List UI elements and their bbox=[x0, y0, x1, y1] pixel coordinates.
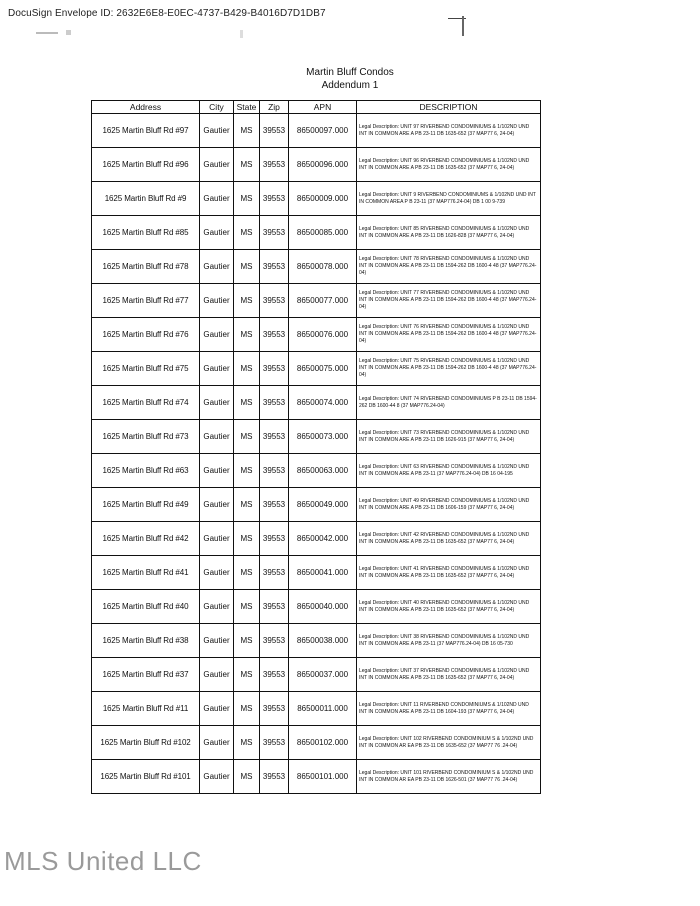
document-title: Martin Bluff Condos bbox=[306, 67, 394, 78]
table-row bbox=[92, 624, 541, 658]
cell-state: MS bbox=[234, 488, 260, 522]
cell-apn: 86500042.000 bbox=[289, 522, 357, 556]
cell-state: MS bbox=[234, 318, 260, 352]
table-row bbox=[92, 556, 541, 590]
cell-zip: 39553 bbox=[260, 488, 289, 522]
envelope-id: DocuSign Envelope ID: 2632E6E8-E0EC-4737-B429-B4016D7D1DB7 bbox=[8, 8, 326, 19]
cell-zip: 39553 bbox=[260, 726, 289, 760]
cell-city: Gautier bbox=[200, 760, 234, 794]
cell-apn: 86500049.000 bbox=[289, 488, 357, 522]
cell-address: 1625 Martin Bluff Rd #38 bbox=[92, 624, 200, 658]
cell-description: Legal Description: UNIT 77 RIVERBEND CONDOMINIUMS & 1/102ND UND INT IN COMMON ARE A PB 23-11 DB 1594-262 DB 1600-4 48 (37 MAP776.24-04) bbox=[357, 284, 541, 318]
cell-zip: 39553 bbox=[260, 216, 289, 250]
cell-description: Legal Description: UNIT 78 RIVERBEND CONDOMINIUMS & 1/102ND UND INT IN COMMON ARE A PB 23-11 DB 1594-262 DB 1600-4 48 (37 MAP776.24-04) bbox=[357, 250, 541, 284]
scan-artifact bbox=[462, 16, 464, 36]
cell-description: Legal Description: UNIT 96 RIVERBEND CONDOMINIUMS & 1/102ND UND INT IN COMMON ARE A PB 23-11 DB 1635-652 (37 MAP77 6, 24-04) bbox=[357, 148, 541, 182]
cell-apn: 86500078.000 bbox=[289, 250, 357, 284]
cell-apn: 86500096.000 bbox=[289, 148, 357, 182]
cell-address: 1625 Martin Bluff Rd #37 bbox=[92, 658, 200, 692]
cell-description: Legal Description: UNIT 37 RIVERBEND CONDOMINIUMS & 1/102ND UND INT IN COMMON ARE A PB 23-11 DB 1635-652 (37 MAP77 6, 24-04) bbox=[357, 658, 541, 692]
cell-address: 1625 Martin Bluff Rd #40 bbox=[92, 590, 200, 624]
cell-description: Legal Description: UNIT 73 RIVERBEND CONDOMINIUMS & 1/102ND UND INT IN COMMON ARE A PB 23-11 DB 1626-915 (37 MAP77 6, 24-04) bbox=[357, 420, 541, 454]
cell-description: Legal Description: UNIT 97 RIVERBEND CONDOMINIUMS & 1/102ND UND INT IN COMMON ARE A PB 23-11 DB 1635-652 (37 MAP77 6, 24-04) bbox=[357, 114, 541, 148]
cell-description: Legal Description: UNIT 49 RIVERBEND CONDOMINIUMS & 1/102ND UND INT IN COMMON ARE A PB 23-11 DB 1606-159 (37 MAP77 6, 24-04) bbox=[357, 488, 541, 522]
document-header bbox=[0, 66, 700, 92]
cell-zip: 39553 bbox=[260, 454, 289, 488]
cell-state: MS bbox=[234, 250, 260, 284]
cell-state: MS bbox=[234, 420, 260, 454]
cell-state: MS bbox=[234, 726, 260, 760]
table-row bbox=[92, 148, 541, 182]
cell-address: 1625 Martin Bluff Rd #11 bbox=[92, 692, 200, 726]
table-row bbox=[92, 488, 541, 522]
column-header-city: City bbox=[200, 101, 234, 114]
table-row bbox=[92, 250, 541, 284]
cell-apn: 86500041.000 bbox=[289, 556, 357, 590]
table-row bbox=[92, 726, 541, 760]
cell-address: 1625 Martin Bluff Rd #102 bbox=[92, 726, 200, 760]
table-row bbox=[92, 386, 541, 420]
cell-city: Gautier bbox=[200, 318, 234, 352]
cell-city: Gautier bbox=[200, 556, 234, 590]
cell-state: MS bbox=[234, 658, 260, 692]
table-row bbox=[92, 216, 541, 250]
table-row bbox=[92, 284, 541, 318]
cell-zip: 39553 bbox=[260, 420, 289, 454]
cell-apn: 86500009.000 bbox=[289, 182, 357, 216]
cell-apn: 86500097.000 bbox=[289, 114, 357, 148]
cell-state: MS bbox=[234, 216, 260, 250]
cell-description: Legal Description: UNIT 38 RIVERBEND CONDOMINIUMS & 1/102ND UND INT IN COMMON ARE A PB 23-11 (37 MAP776.24-04) DB 16 05-730 bbox=[357, 624, 541, 658]
cell-apn: 86500076.000 bbox=[289, 318, 357, 352]
cell-zip: 39553 bbox=[260, 590, 289, 624]
cell-zip: 39553 bbox=[260, 624, 289, 658]
cell-zip: 39553 bbox=[260, 692, 289, 726]
scan-artifact bbox=[36, 32, 58, 34]
cell-apn: 86500102.000 bbox=[289, 726, 357, 760]
cell-address: 1625 Martin Bluff Rd #76 bbox=[92, 318, 200, 352]
cell-address: 1625 Martin Bluff Rd #73 bbox=[92, 420, 200, 454]
cell-zip: 39553 bbox=[260, 522, 289, 556]
cell-state: MS bbox=[234, 352, 260, 386]
column-header-address: Address bbox=[92, 101, 200, 114]
cell-zip: 39553 bbox=[260, 386, 289, 420]
cell-description: Legal Description: UNIT 11 RIVERBEND CONDOMINIUMS & 1/102ND UND INT IN COMMON ARE A PB 23-11 DB 1604-193 (37 MAP77 6, 24-04) bbox=[357, 692, 541, 726]
table-row bbox=[92, 590, 541, 624]
cell-city: Gautier bbox=[200, 250, 234, 284]
cell-apn: 86500085.000 bbox=[289, 216, 357, 250]
cell-state: MS bbox=[234, 454, 260, 488]
cell-city: Gautier bbox=[200, 182, 234, 216]
cell-description: Legal Description: UNIT 63 RIVERBEND CONDOMINIUMS & 1/102ND UND INT IN COMMON ARE A PB 23-11 (37 MAP776.24-04) DB 16 04-195 bbox=[357, 454, 541, 488]
cell-apn: 86500077.000 bbox=[289, 284, 357, 318]
cell-city: Gautier bbox=[200, 386, 234, 420]
cell-zip: 39553 bbox=[260, 658, 289, 692]
cell-city: Gautier bbox=[200, 522, 234, 556]
cell-state: MS bbox=[234, 590, 260, 624]
table-body bbox=[92, 114, 541, 794]
cell-apn: 86500101.000 bbox=[289, 760, 357, 794]
cell-description: Legal Description: UNIT 85 RIVERBEND CONDOMINIUMS & 1/102ND UND INT IN COMMON ARE A PB 23-11 DB 1626-828 (37 MAP77 6, 24-04) bbox=[357, 216, 541, 250]
cell-city: Gautier bbox=[200, 148, 234, 182]
document-subtitle: Addendum 1 bbox=[321, 80, 379, 91]
table-row bbox=[92, 318, 541, 352]
cell-address: 1625 Martin Bluff Rd #75 bbox=[92, 352, 200, 386]
cell-zip: 39553 bbox=[260, 148, 289, 182]
cell-state: MS bbox=[234, 692, 260, 726]
cell-description: Legal Description: UNIT 76 RIVERBEND CONDOMINIUMS & 1/102ND UND INT IN COMMON ARE A PB 23-11 DB 1594-262 DB 1600-4 48 (37 MAP776.24-04) bbox=[357, 318, 541, 352]
cell-state: MS bbox=[234, 114, 260, 148]
cell-address: 1625 Martin Bluff Rd #77 bbox=[92, 284, 200, 318]
column-header-apn: APN bbox=[289, 101, 357, 114]
column-header-state: State bbox=[234, 101, 260, 114]
cell-state: MS bbox=[234, 386, 260, 420]
cell-apn: 86500038.000 bbox=[289, 624, 357, 658]
cell-address: 1625 Martin Bluff Rd #74 bbox=[92, 386, 200, 420]
cell-address: 1625 Martin Bluff Rd #97 bbox=[92, 114, 200, 148]
table-row bbox=[92, 692, 541, 726]
cell-description: Legal Description: UNIT 101 RIVERBEND CONDOMINIUM S & 1/102ND UND INT IN COMMON AR EA PB 23-11 DB 1626-501 (37 MAP77 76 .24-04) bbox=[357, 760, 541, 794]
cell-state: MS bbox=[234, 182, 260, 216]
cell-description: Legal Description: UNIT 75 RIVERBEND CONDOMINIUMS & 1/102ND UND INT IN COMMON ARE A PB 23-11 DB 1594-262 DB 1600-4 48 (37 MAP776.24-04) bbox=[357, 352, 541, 386]
cell-description: Legal Description: UNIT 9 RIVERBEND CONDOMINIUMS & 1/102ND UND INT IN COMMON AREA P B 23-11 (37 MAP776.24-04) DB 1 00 9-739 bbox=[357, 182, 541, 216]
cell-address: 1625 Martin Bluff Rd #78 bbox=[92, 250, 200, 284]
cell-description: Legal Description: UNIT 74 RIVERBEND CONDOMINIUMS P B 23-11 DB 1594-262 DB 1600-44 8 (37 MAP776.24-04) bbox=[357, 386, 541, 420]
cell-address: 1625 Martin Bluff Rd #101 bbox=[92, 760, 200, 794]
cell-apn: 86500075.000 bbox=[289, 352, 357, 386]
cell-apn: 86500011.000 bbox=[289, 692, 357, 726]
table-row bbox=[92, 114, 541, 148]
cell-address: 1625 Martin Bluff Rd #63 bbox=[92, 454, 200, 488]
cell-address: 1625 Martin Bluff Rd #9 bbox=[92, 182, 200, 216]
cell-state: MS bbox=[234, 522, 260, 556]
cell-state: MS bbox=[234, 284, 260, 318]
cell-address: 1625 Martin Bluff Rd #49 bbox=[92, 488, 200, 522]
cell-description: Legal Description: UNIT 40 RIVERBEND CONDOMINIUMS & 1/102ND UND INT IN COMMON ARE A PB 23-11 DB 1635-652 (37 MAP77 6, 24-04) bbox=[357, 590, 541, 624]
table-row bbox=[92, 420, 541, 454]
table-row bbox=[92, 352, 541, 386]
cell-city: Gautier bbox=[200, 590, 234, 624]
cell-description: Legal Description: UNIT 102 RIVERBEND CONDOMINIUM S & 1/102ND UND INT IN COMMON AR EA PB 23-11 DB 1635-652 (37 MAP77 76 .24-04) bbox=[357, 726, 541, 760]
cell-zip: 39553 bbox=[260, 352, 289, 386]
cell-apn: 86500040.000 bbox=[289, 590, 357, 624]
cell-zip: 39553 bbox=[260, 318, 289, 352]
cell-zip: 39553 bbox=[260, 250, 289, 284]
cell-address: 1625 Martin Bluff Rd #42 bbox=[92, 522, 200, 556]
cell-apn: 86500073.000 bbox=[289, 420, 357, 454]
cell-city: Gautier bbox=[200, 352, 234, 386]
cell-city: Gautier bbox=[200, 624, 234, 658]
cell-zip: 39553 bbox=[260, 182, 289, 216]
table-row bbox=[92, 454, 541, 488]
cell-city: Gautier bbox=[200, 658, 234, 692]
cell-city: Gautier bbox=[200, 692, 234, 726]
column-header-zip: Zip bbox=[260, 101, 289, 114]
table-row bbox=[92, 760, 541, 794]
cell-state: MS bbox=[234, 624, 260, 658]
cell-city: Gautier bbox=[200, 420, 234, 454]
cell-city: Gautier bbox=[200, 216, 234, 250]
cell-zip: 39553 bbox=[260, 760, 289, 794]
scan-artifact bbox=[66, 30, 71, 35]
cell-state: MS bbox=[234, 760, 260, 794]
cell-description: Legal Description: UNIT 42 RIVERBEND CONDOMINIUMS & 1/102ND UND INT IN COMMON ARE A PB 23-11 DB 1635-652 (37 MAP77 6, 24-04) bbox=[357, 522, 541, 556]
cell-zip: 39553 bbox=[260, 114, 289, 148]
scan-artifact bbox=[240, 30, 243, 38]
cell-apn: 86500074.000 bbox=[289, 386, 357, 420]
table-row bbox=[92, 658, 541, 692]
property-table bbox=[91, 100, 541, 794]
table-row bbox=[92, 522, 541, 556]
cell-address: 1625 Martin Bluff Rd #96 bbox=[92, 148, 200, 182]
table-header-row bbox=[92, 101, 541, 114]
cell-city: Gautier bbox=[200, 114, 234, 148]
table-row bbox=[92, 182, 541, 216]
cell-apn: 86500063.000 bbox=[289, 454, 357, 488]
cell-city: Gautier bbox=[200, 284, 234, 318]
cell-city: Gautier bbox=[200, 726, 234, 760]
cell-state: MS bbox=[234, 148, 260, 182]
column-header-description: DESCRIPTION bbox=[357, 101, 541, 114]
cell-city: Gautier bbox=[200, 454, 234, 488]
cell-zip: 39553 bbox=[260, 284, 289, 318]
watermark: MLS United LLC bbox=[4, 846, 202, 876]
cell-address: 1625 Martin Bluff Rd #85 bbox=[92, 216, 200, 250]
cell-state: MS bbox=[234, 556, 260, 590]
cell-zip: 39553 bbox=[260, 556, 289, 590]
cell-address: 1625 Martin Bluff Rd #41 bbox=[92, 556, 200, 590]
cell-description: Legal Description: UNIT 41 RIVERBEND CONDOMINIUMS & 1/102ND UND INT IN COMMON ARE A PB 23-11 DB 1635-652 (37 MAP77 6, 24-04) bbox=[357, 556, 541, 590]
cell-city: Gautier bbox=[200, 488, 234, 522]
cell-apn: 86500037.000 bbox=[289, 658, 357, 692]
